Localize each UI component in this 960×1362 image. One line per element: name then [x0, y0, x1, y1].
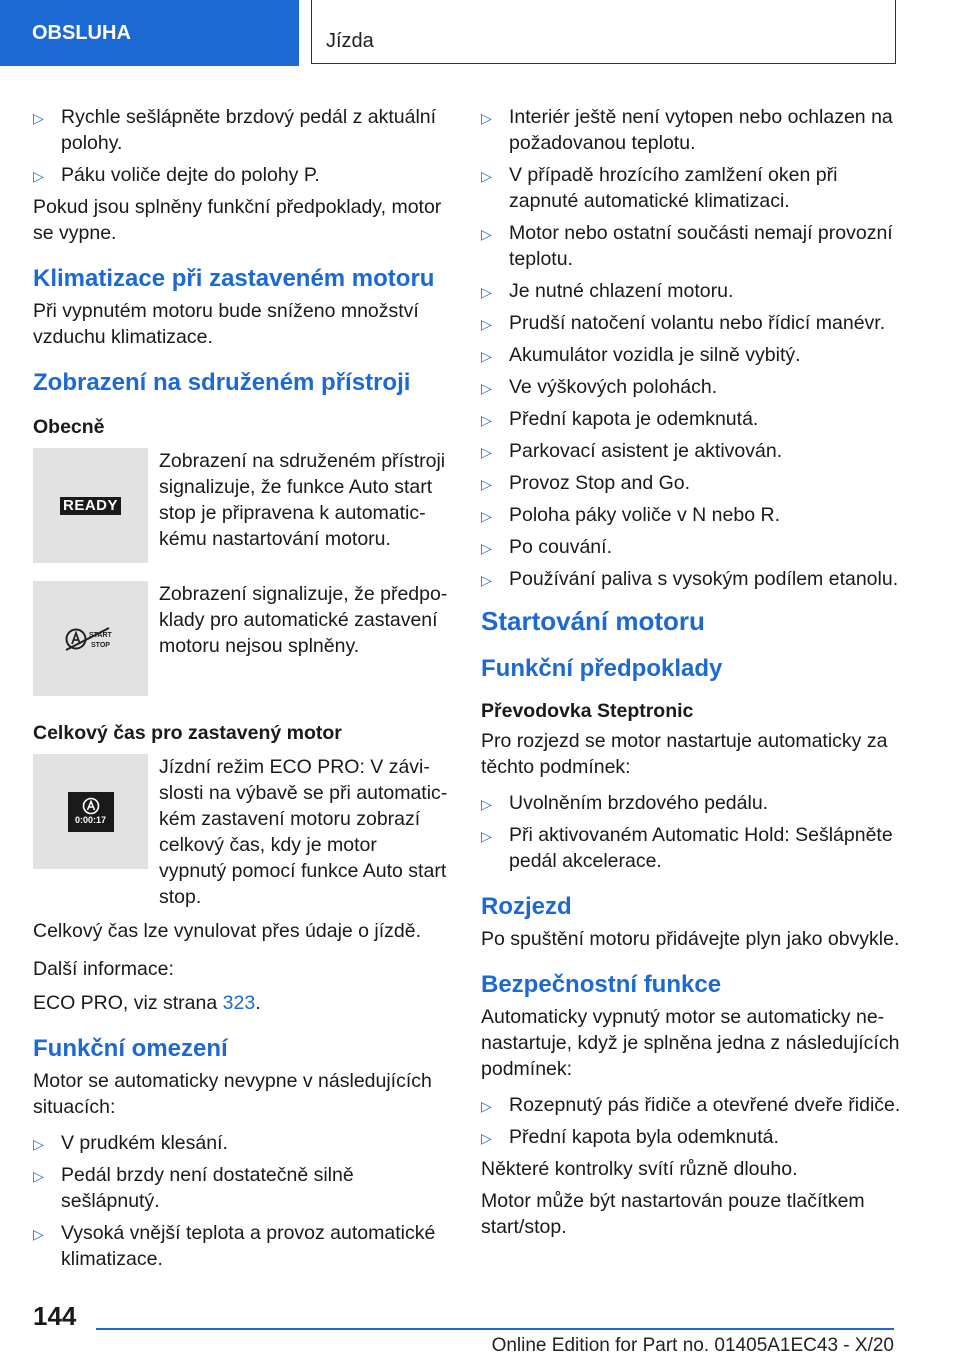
list-item: ▷ Motor nebo ostatní součásti nemají provozní teplotu.: [481, 222, 893, 270]
list-item: ▷ Ve výškových polohách.: [481, 374, 906, 400]
total-time-image: [33, 754, 148, 869]
footer-divider: [96, 1328, 894, 1330]
subheading-obecne: Obecně: [33, 416, 105, 438]
list-item: ▷ Rychle sešlápněte brzdový pedál z aktuální polohy.: [33, 106, 437, 154]
figure-total-time: [33, 754, 448, 910]
paragraph: Další informace:: [33, 958, 174, 980]
bullet-triangle-icon: ▷: [481, 316, 492, 332]
bullet-triangle-icon: ▷: [33, 1136, 44, 1152]
svg-text:START: START: [88, 631, 112, 639]
bullet-triangle-icon: ▷: [481, 110, 492, 126]
bullet-triangle-icon: ▷: [481, 226, 492, 242]
heading-predpoklady: Funkční předpoklady: [481, 655, 723, 682]
bullet-triangle-icon: ▷: [481, 168, 492, 184]
list-item: ▷ Provoz Stop and Go.: [481, 470, 906, 496]
list-item: ▷ Přední kapota byla odemknutá.: [481, 1124, 906, 1150]
paragraph: Pokud jsou splněny funkční předpoklady, motor se vypne.: [33, 196, 442, 244]
list-item: ▷ Rozepnutý pás řidiče a otevřené dveře řidiče.: [481, 1092, 906, 1118]
list-item: ▷ Přední kapota je odemknutá.: [481, 406, 906, 432]
paragraph: Po spuštění motoru přidávejte plyn jako obvykle.: [481, 928, 900, 950]
auto-start-stop-icon: [82, 797, 100, 815]
bullet-triangle-icon: ▷: [481, 444, 492, 460]
paragraph: Celkový čas lze vynulovat přes údaje o jízdě.: [33, 920, 422, 942]
bullet-triangle-icon: ▷: [481, 540, 492, 556]
paragraph: Při vypnutém motoru bude sníženo množství vzduchu klimatizace.: [33, 300, 419, 348]
paragraph: Motor se automaticky nevypne v následujících situacích:: [33, 1070, 432, 1118]
page-link-323[interactable]: 323: [222, 992, 256, 1014]
auto-start-stop-off-icon: [65, 626, 117, 652]
list-item: ▷ Interiér ještě není vytopen nebo ochlazen na požadovanou teplotu.: [481, 106, 893, 154]
ready-indicator-image: [33, 448, 148, 563]
total-time-display: [68, 792, 114, 832]
paragraph: Motor může být nastartován pouze tlačítkem start/stop.: [481, 1190, 865, 1238]
bullet-triangle-icon: ▷: [33, 168, 44, 184]
list-item: ▷ Parkovací asistent je aktivován.: [481, 438, 906, 464]
list-item: ▷ Vysoká vnější teplota a provoz automatické klimatizace.: [33, 1222, 436, 1270]
list-item: ▷ Poloha páky voliče v N nebo R.: [481, 502, 906, 528]
heading-omezeni: Funkční omezení: [33, 1035, 228, 1062]
subheading-celkovy-cas: Celkový čas pro zastavený motor: [33, 722, 342, 744]
list-item: ▷ Používání paliva s vysokým podílem etanolu.: [481, 566, 906, 592]
ready-badge: READY: [60, 497, 121, 515]
edition-footer: Online Edition for Part no. 01405A1EC43 - X/20: [491, 1335, 894, 1356]
heading-rozjezd: Rozjezd: [481, 893, 572, 920]
figure-autostart-off: [33, 581, 448, 696]
figure-caption: Zobrazení signalizuje, že předpoklady pro automatické zastavení motoru nejsou splněny.: [159, 583, 448, 657]
bullet-triangle-icon: ▷: [33, 1226, 44, 1242]
heading-klimatizace: Klimatizace při zastaveném motoru: [33, 265, 435, 292]
bullet-triangle-icon: ▷: [481, 476, 492, 492]
heading-zobrazeni: Zobrazení na sdruženém přístroji: [33, 369, 411, 396]
list-item: ▷ V případě hrozícího zamlžení oken při zapnuté automatické klimatizaci.: [481, 164, 838, 212]
bullet-triangle-icon: ▷: [481, 796, 492, 812]
condition-list: [481, 104, 906, 592]
list-item: ▷ Páku voliče dejte do polohy P.: [33, 162, 448, 188]
bullet-triangle-icon: ▷: [481, 348, 492, 364]
svg-text:STOP: STOP: [90, 641, 110, 649]
cross-reference: ECO PRO, viz strana 323.: [33, 992, 261, 1014]
bullet-triangle-icon: ▷: [481, 828, 492, 844]
heading-startovani: Startování motoru: [481, 606, 705, 636]
list-item: ▷ Akumulátor vozidla je silně vybitý.: [481, 342, 906, 368]
paragraph: Pro rozjezd se motor nastartuje automaticky za těchto podmínek:: [481, 730, 888, 778]
list-item: ▷ Pedál brzdy není dostatečně silně sešlápnutý.: [33, 1164, 354, 1212]
chapter-tab: Jízda: [311, 0, 896, 64]
list-item: ▷ V prudkém klesání.: [33, 1130, 448, 1156]
figure-caption: Jízdní režim ECO PRO: V závislosti na výbavě se při automatickém zastavení motoru zobrazí celkový čas, kdy je motor vypnutý pomocí funkce Auto start stop.: [159, 756, 448, 908]
total-time-readout: 0:00:17: [74, 815, 107, 825]
subheading-steptronic: Převodovka Steptronic: [481, 700, 694, 722]
list-item: ▷ Uvolněním brzdového pedálu.: [481, 790, 906, 816]
paragraph: Automaticky vypnutý motor se automaticky nenastartuje, když je splněna jedna z následujících podmínek:: [481, 1006, 900, 1080]
figure-ready: [33, 448, 448, 563]
paragraph: Některé kontrolky svítí různě dlouho.: [481, 1158, 798, 1180]
left-column: [33, 104, 448, 1278]
right-column: [481, 104, 906, 1250]
bullet-triangle-icon: ▷: [481, 380, 492, 396]
bullet-triangle-icon: ▷: [481, 1130, 492, 1146]
list-item: ▷ Prudší natočení volantu nebo řídicí manévr.: [481, 310, 906, 336]
heading-bezpecnost: Bezpečnostní funkce: [481, 971, 722, 998]
bullet-triangle-icon: ▷: [481, 572, 492, 588]
list-item: ▷ Při aktivovaném Automatic Hold: Sešlápněte pedál akcelerace.: [481, 824, 893, 872]
page-header: [0, 0, 960, 66]
bullet-triangle-icon: ▷: [33, 110, 44, 126]
section-tab: OBSLUHA: [0, 0, 299, 66]
auto-start-stop-off-image: [33, 581, 148, 696]
bullet-triangle-icon: ▷: [481, 412, 492, 428]
bullet-triangle-icon: ▷: [33, 1168, 44, 1184]
bullet-triangle-icon: ▷: [481, 284, 492, 300]
list-item: ▷ Po couvání.: [481, 534, 906, 560]
figure-caption: Zobrazení na sdruženém přístroji signalizuje, že funkce Auto start stop je připravena k automatickému nastartování motoru.: [159, 450, 446, 550]
page-number: 144: [33, 1301, 77, 1331]
list-item: ▷ Je nutné chlazení motoru.: [481, 278, 906, 304]
bullet-triangle-icon: ▷: [481, 1098, 492, 1114]
bullet-triangle-icon: ▷: [481, 508, 492, 524]
